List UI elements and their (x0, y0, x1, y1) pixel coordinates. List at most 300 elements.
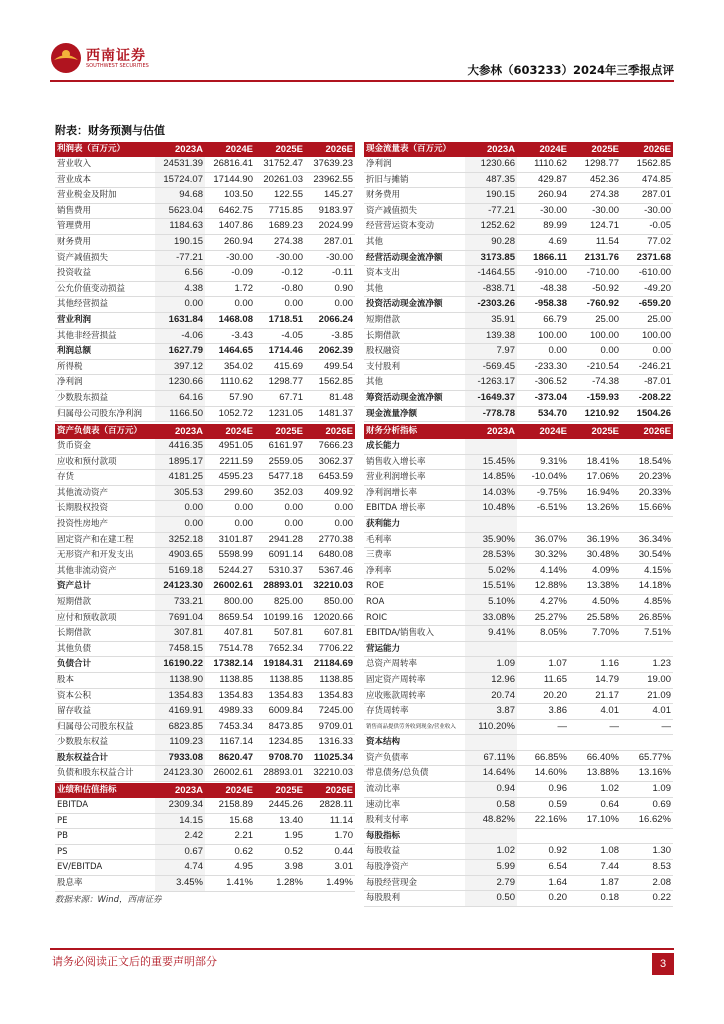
table-row (364, 657, 673, 673)
row-label: 其他 (364, 234, 465, 250)
cell-value: 825.00 (255, 594, 305, 610)
cell-value: 100.00 (621, 328, 673, 344)
cell-value: 452.36 (569, 172, 621, 188)
row-label: 股息率 (55, 875, 155, 891)
cell-value: 5.02% (465, 563, 517, 579)
cell-value: 17382.14 (205, 657, 255, 673)
table-row (364, 188, 673, 204)
row-label: 归属母公司股东权益 (55, 719, 155, 735)
table-row (55, 328, 355, 344)
table-row (55, 390, 355, 406)
row-label: PB (55, 829, 155, 845)
cell-value: — (517, 719, 569, 735)
cell-value: -659.20 (621, 297, 673, 313)
table-row (55, 548, 355, 564)
cell-value: 35.91 (465, 312, 517, 328)
year-header: 2023A (155, 783, 205, 798)
cell-value: 354.02 (205, 359, 255, 375)
cell-value: 8659.54 (205, 610, 255, 626)
cell-value: 12.96 (465, 672, 517, 688)
cell-value: 11.65 (517, 672, 569, 688)
cell-value: 1230.66 (465, 157, 517, 172)
cell-value: 0.00 (305, 297, 355, 313)
row-label: 毛利率 (364, 532, 465, 548)
cell-value: 2828.11 (305, 798, 355, 813)
cell-value: 36.34% (621, 532, 673, 548)
table-row (364, 563, 673, 579)
cell-value: 26002.61 (205, 579, 255, 595)
cell-value: 94.68 (155, 188, 205, 204)
row-label: ROIC (364, 610, 465, 626)
cell-value: 287.01 (305, 234, 355, 250)
cell-value: 1109.23 (155, 735, 205, 751)
cell-value: 1.70 (305, 829, 355, 845)
cell-value: 10.48% (465, 501, 517, 517)
table-row (55, 172, 355, 188)
cell-value: 12.88% (517, 579, 569, 595)
cell-value: 4416.35 (155, 439, 205, 454)
cell-value: 13.40 (255, 813, 305, 829)
cell-value: 5244.27 (205, 563, 255, 579)
data-source-note: 数据来源：Wind，西南证券 (55, 895, 162, 905)
row-label: 利润总额 (55, 344, 155, 360)
cell-value: 20.20 (517, 688, 569, 704)
row-label: 资本支出 (364, 266, 465, 282)
cell-value: 2309.34 (155, 798, 205, 813)
cell-value: 100.00 (569, 328, 621, 344)
cell-value: 3.87 (465, 704, 517, 720)
table-row (55, 563, 355, 579)
cell-value: 19184.31 (255, 657, 305, 673)
cell-value: -4.06 (155, 328, 205, 344)
table-row (364, 844, 673, 860)
cell-value: 2445.26 (255, 798, 305, 813)
table-row (55, 439, 355, 454)
table-row (364, 439, 673, 454)
year-header: 2026E (621, 142, 673, 157)
cell-value: 25.00 (621, 312, 673, 328)
year-header: 2026E (305, 424, 355, 439)
cell-value: 1.16 (569, 657, 621, 673)
table-row (364, 797, 673, 813)
table-row (55, 813, 355, 829)
cell-value: 7458.15 (155, 641, 205, 657)
table-row (55, 766, 355, 782)
cell-value: 6.54 (517, 860, 569, 876)
cell-value: 0.50 (465, 891, 517, 907)
cell-value: 48.82% (465, 813, 517, 829)
cell-value: 0.62 (205, 844, 255, 860)
cell-value: 507.81 (255, 626, 305, 642)
cell-value: -306.52 (517, 375, 569, 391)
cell-value: 7245.00 (305, 704, 355, 720)
row-label: 支付股利 (364, 359, 465, 375)
table-row (364, 750, 673, 766)
cell-value: 260.94 (205, 234, 255, 250)
table-row (364, 719, 673, 735)
table-row (55, 344, 355, 360)
table-title: 业绩和估值指标 (55, 783, 155, 798)
table-row (364, 641, 673, 657)
cell-value: 1354.83 (305, 688, 355, 704)
table-row (364, 219, 673, 235)
row-label: 现金流量净额 (364, 406, 465, 422)
cell-value: 1.72 (205, 281, 255, 297)
table-row (364, 485, 673, 501)
cell-value: 110.20% (465, 719, 517, 735)
table-row (55, 219, 355, 235)
cell-value: -30.00 (255, 250, 305, 266)
table-row (55, 594, 355, 610)
cell-value: 4.15% (621, 563, 673, 579)
cell-value: 4.38 (155, 281, 205, 297)
table-row (364, 390, 673, 406)
table-row (55, 704, 355, 720)
cell-value: 1.02 (465, 844, 517, 860)
row-label: 营业利润增长率 (364, 470, 465, 486)
year-header: 2024E (205, 142, 255, 157)
year-header: 2025E (255, 142, 305, 157)
cell-value: 3101.87 (205, 532, 255, 548)
cell-value: 0.92 (517, 844, 569, 860)
year-header: 2023A (465, 424, 517, 439)
table-row (364, 594, 673, 610)
cell-value: 9708.70 (255, 750, 305, 766)
row-label: 财务费用 (364, 188, 465, 204)
cell-value: -1649.37 (465, 390, 517, 406)
cell-value: 4989.33 (205, 704, 255, 720)
cell-value: 1354.83 (155, 688, 205, 704)
cell-value: 0.00 (205, 516, 255, 532)
table-row (364, 579, 673, 595)
cell-value: -77.21 (155, 250, 205, 266)
cell-value: 0.94 (465, 782, 517, 798)
cell-value: 22.16% (517, 813, 569, 829)
row-label: 资本公积 (55, 688, 155, 704)
year-header: 2023A (465, 142, 517, 157)
table-row (364, 312, 673, 328)
cell-value: 1234.85 (255, 735, 305, 751)
year-header: 2023A (155, 142, 205, 157)
table-row (364, 626, 673, 642)
table-row (364, 454, 673, 470)
cell-value: 4.85% (621, 594, 673, 610)
cell-value: — (569, 719, 621, 735)
cell-value: 6462.75 (205, 203, 255, 219)
row-label: 其他负债 (55, 641, 155, 657)
cell-value: 6091.14 (255, 548, 305, 564)
cell-value: 23962.55 (305, 172, 355, 188)
table-row (55, 735, 355, 751)
cell-value: 0.00 (255, 501, 305, 517)
cell-value: 0.69 (621, 797, 673, 813)
cell-value: 81.48 (305, 390, 355, 406)
cell-value: 1.23 (621, 657, 673, 673)
table-row (364, 470, 673, 486)
cell-value: 2.79 (465, 875, 517, 891)
cell-value: 37639.23 (305, 157, 355, 172)
row-label: 长期股权投资 (55, 501, 155, 517)
row-label: 营业税金及附加 (55, 188, 155, 204)
cell-value: 1354.83 (255, 688, 305, 704)
row-label: 财务费用 (55, 234, 155, 250)
row-label: 速动比率 (364, 797, 465, 813)
row-label: 经营营运资本变动 (364, 219, 465, 235)
cell-value (465, 735, 517, 751)
year-header: 2024E (517, 142, 569, 157)
row-label: 其他非流动资产 (55, 563, 155, 579)
cell-value: 17144.90 (205, 172, 255, 188)
table-row (55, 203, 355, 219)
row-label: 应付和预收款项 (55, 610, 155, 626)
row-label: 少数股东权益 (55, 735, 155, 751)
table-row (55, 312, 355, 328)
cell-value: 17.06% (569, 470, 621, 486)
cell-value: 1407.86 (205, 219, 255, 235)
year-header: 2023A (155, 424, 205, 439)
cell-value: 7715.85 (255, 203, 305, 219)
company-logo (50, 42, 170, 76)
row-label: 存货周转率 (364, 704, 465, 720)
table-row (364, 875, 673, 891)
table-row (55, 798, 355, 813)
cell-value: 7933.08 (155, 750, 205, 766)
cell-value: -610.00 (621, 266, 673, 282)
row-label: 销售费用 (55, 203, 155, 219)
cell-value: 8620.47 (205, 750, 255, 766)
table-row (55, 860, 355, 876)
cell-value: 299.60 (205, 485, 255, 501)
cell-value: 2.08 (621, 875, 673, 891)
cell-value (569, 641, 621, 657)
cell-value: 77.02 (621, 234, 673, 250)
cell-value: 4903.65 (155, 548, 205, 564)
cell-value: 1298.77 (569, 157, 621, 172)
cell-value: 1689.23 (255, 219, 305, 235)
cell-value: 1110.62 (517, 157, 569, 172)
cell-value: 25.58% (569, 610, 621, 626)
cell-value: 0.90 (305, 281, 355, 297)
cell-value: 0.64 (569, 797, 621, 813)
balance-sheet-table (55, 424, 355, 782)
cell-value: -9.75% (517, 485, 569, 501)
cell-value: 6453.59 (305, 470, 355, 486)
cell-value: 3062.37 (305, 454, 355, 470)
cell-value: 145.27 (305, 188, 355, 204)
cell-value: 10199.16 (255, 610, 305, 626)
row-label: 固定资产周转率 (364, 672, 465, 688)
cell-value: 190.15 (465, 188, 517, 204)
table-row (55, 750, 355, 766)
table-title: 财务分析指标 (364, 424, 465, 439)
row-label: 长期借款 (364, 328, 465, 344)
cell-value (569, 828, 621, 844)
cell-value: 1.02 (569, 782, 621, 798)
cell-value: 0.59 (517, 797, 569, 813)
row-label: 资本结构 (364, 735, 465, 751)
cell-value: 397.12 (155, 359, 205, 375)
cell-value: -210.54 (569, 359, 621, 375)
row-label: 投资性房地产 (55, 516, 155, 532)
cell-value: -0.11 (305, 266, 355, 282)
cell-value: 1138.90 (155, 672, 205, 688)
cell-value: 1895.17 (155, 454, 205, 470)
table-row (55, 875, 355, 891)
row-label: 销售商品提供劳务收到现金/营业收入 (364, 719, 465, 735)
row-label: 净利润 (364, 157, 465, 172)
cell-value: 6009.84 (255, 704, 305, 720)
cell-value: 487.35 (465, 172, 517, 188)
cell-value: -233.30 (517, 359, 569, 375)
cell-value: 66.79 (517, 312, 569, 328)
row-label: 总资产周转率 (364, 657, 465, 673)
table-row (55, 281, 355, 297)
cell-value: 1.30 (621, 844, 673, 860)
table-row (364, 250, 673, 266)
table-row (364, 328, 673, 344)
cell-value: 1481.37 (305, 406, 355, 422)
cell-value (465, 828, 517, 844)
cell-value: -30.00 (517, 203, 569, 219)
cell-value: 13.38% (569, 579, 621, 595)
cell-value: 30.48% (569, 548, 621, 564)
cell-value: 0.00 (517, 344, 569, 360)
cell-value: 1.41% (205, 875, 255, 891)
cell-value: -50.92 (569, 281, 621, 297)
cell-value: 2211.59 (205, 454, 255, 470)
cell-value: 3252.18 (155, 532, 205, 548)
cell-value: -1464.55 (465, 266, 517, 282)
cell-value: 1631.84 (155, 312, 205, 328)
row-label: 长期借款 (55, 626, 155, 642)
cell-value: 14.79 (569, 672, 621, 688)
cell-value: 20.23% (621, 470, 673, 486)
cell-value: 4.69 (517, 234, 569, 250)
table-row (364, 297, 673, 313)
cell-value: -6.51% (517, 501, 569, 517)
cell-value: 1.28% (255, 875, 305, 891)
row-label: PS (55, 844, 155, 860)
cell-value: 1627.79 (155, 344, 205, 360)
cell-value: -958.38 (517, 297, 569, 313)
cell-value: 1354.83 (205, 688, 255, 704)
cell-value: 850.00 (305, 594, 355, 610)
row-label: 应收账款周转率 (364, 688, 465, 704)
cell-value: 2.42 (155, 829, 205, 845)
cell-value: 4.14% (517, 563, 569, 579)
table-row (364, 234, 673, 250)
table-row (364, 891, 673, 907)
cell-value: 7691.04 (155, 610, 205, 626)
cell-value: -10.04% (517, 470, 569, 486)
table-row (55, 844, 355, 860)
cell-value: 35.90% (465, 532, 517, 548)
table-row (364, 813, 673, 829)
cell-value: -208.22 (621, 390, 673, 406)
table-row (55, 470, 355, 486)
table-row (55, 688, 355, 704)
table-row (364, 375, 673, 391)
year-header: 2024E (205, 424, 255, 439)
footer-divider (50, 948, 674, 950)
table-row (55, 406, 355, 422)
cell-value: 4.95 (205, 860, 255, 876)
row-label: 每股指标 (364, 828, 465, 844)
row-label: 股东权益合计 (55, 750, 155, 766)
footer-disclaimer: 请务必阅读正文后的重要声明部分 (52, 955, 217, 968)
cell-value: 89.99 (517, 219, 569, 235)
cell-value: 21184.69 (305, 657, 355, 673)
logo-english-name: SOUTHWEST SECURITIES (86, 63, 149, 69)
table-row (55, 234, 355, 250)
row-label: 其他 (364, 375, 465, 391)
table-row (55, 579, 355, 595)
cell-value: 1230.66 (155, 375, 205, 391)
cell-value: 139.38 (465, 328, 517, 344)
cell-value: 260.94 (517, 188, 569, 204)
cell-value: 7514.78 (205, 641, 255, 657)
cell-value: -778.78 (465, 406, 517, 422)
cell-value: 1252.62 (465, 219, 517, 235)
cell-value: 2770.38 (305, 532, 355, 548)
table-row (55, 250, 355, 266)
row-label: 销售收入增长率 (364, 454, 465, 470)
row-label: 归属母公司股东净利润 (55, 406, 155, 422)
table-header-row (55, 783, 355, 798)
cell-value (569, 735, 621, 751)
row-label: 资产负债率 (364, 750, 465, 766)
year-header: 2025E (255, 783, 305, 798)
cell-value: -49.20 (621, 281, 673, 297)
cell-value: 4595.23 (205, 470, 255, 486)
cell-value: -74.38 (569, 375, 621, 391)
cell-value: 305.53 (155, 485, 205, 501)
cell-value: -87.01 (621, 375, 673, 391)
table-row (364, 688, 673, 704)
cell-value: 4951.05 (205, 439, 255, 454)
cell-value: 11.14 (305, 813, 355, 829)
year-header: 2025E (569, 424, 621, 439)
table-row (364, 704, 673, 720)
row-label: 资产减值损失 (55, 250, 155, 266)
row-label: 净利润 (55, 375, 155, 391)
cell-value: 2371.68 (621, 250, 673, 266)
cell-value: 1866.11 (517, 250, 569, 266)
cell-value: 5169.18 (155, 563, 205, 579)
cell-value: 28.53% (465, 548, 517, 564)
cell-value: 3.86 (517, 704, 569, 720)
row-label: 筹资活动现金流净额 (364, 390, 465, 406)
cell-value: 7.44 (569, 860, 621, 876)
cell-value: 18.54% (621, 454, 673, 470)
table-row (55, 501, 355, 517)
cell-value (621, 439, 673, 454)
cell-value: 2158.89 (205, 798, 255, 813)
cell-value: 274.38 (569, 188, 621, 204)
table-row (364, 359, 673, 375)
cell-value: 1718.51 (255, 312, 305, 328)
cell-value: -30.00 (305, 250, 355, 266)
row-label: 留存收益 (55, 704, 155, 720)
cell-value: 607.81 (305, 626, 355, 642)
cell-value: 0.00 (155, 501, 205, 517)
cell-value: 0.20 (517, 891, 569, 907)
cell-value: 0.96 (517, 782, 569, 798)
cell-value: 0.00 (255, 297, 305, 313)
cell-value: 1298.77 (255, 375, 305, 391)
row-label: 股权融资 (364, 344, 465, 360)
cell-value: -0.09 (205, 266, 255, 282)
